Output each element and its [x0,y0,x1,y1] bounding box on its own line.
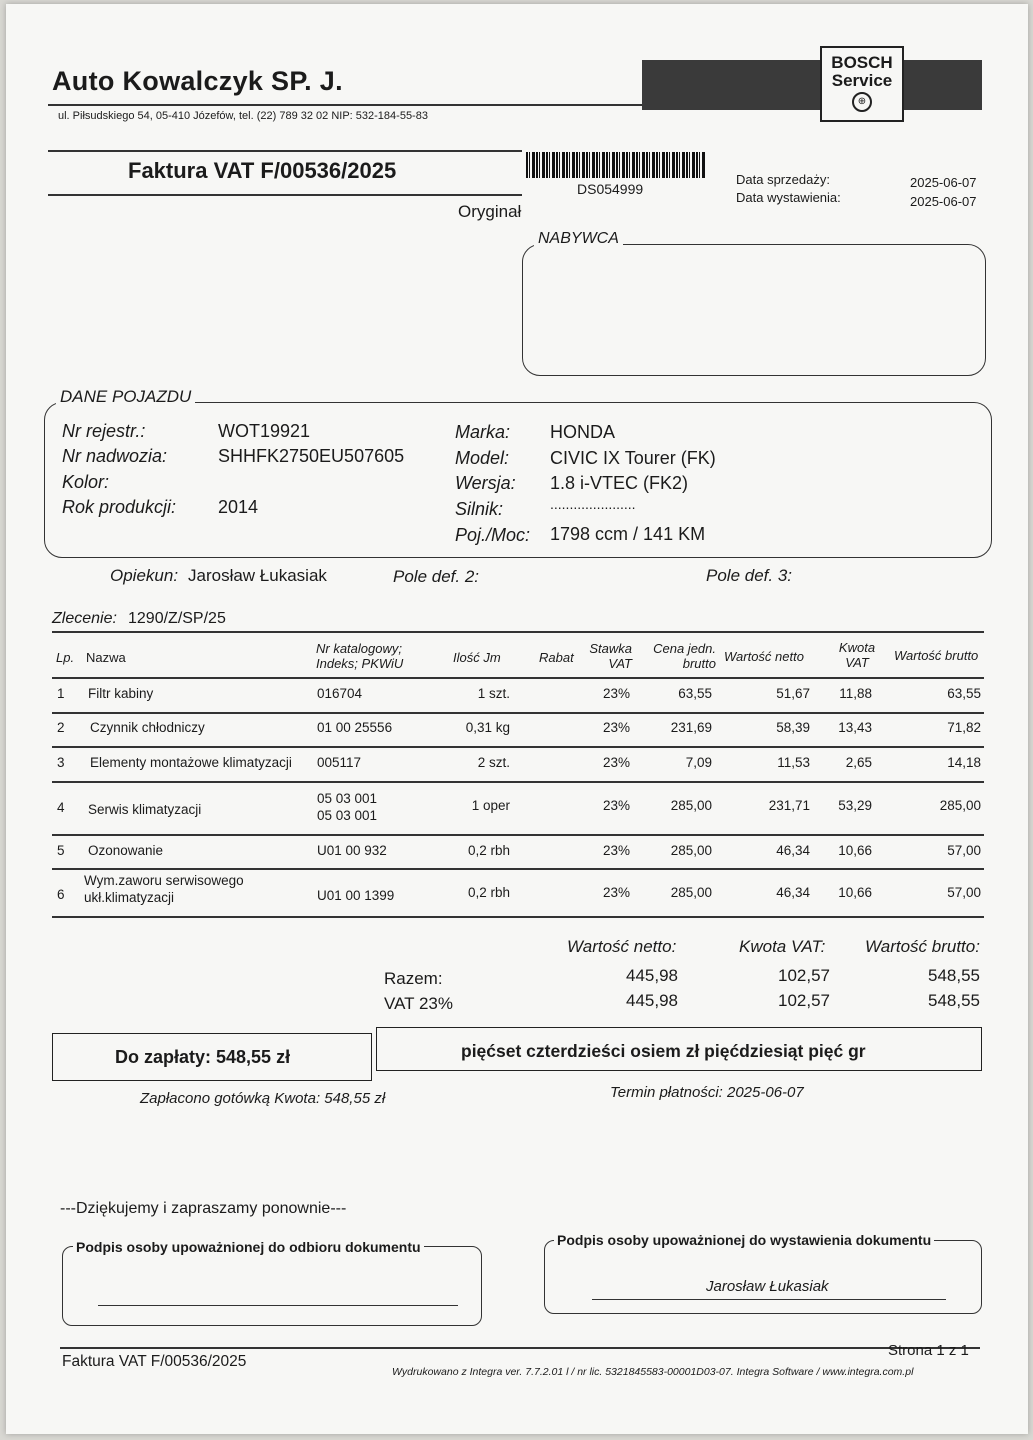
row-qty: 0,2 rbh [467,885,510,900]
row-vat-rate: 23% [602,755,630,770]
vin-label: Nr nadwozia: [62,446,168,466]
order-label: Zlecenie: [52,610,117,627]
vehicle-legend: DANE POJAZDU [56,387,195,407]
footer-doc-number: Faktura VAT F/00536/2025 [62,1353,247,1370]
make-label: Marka: [455,422,511,442]
row-name: Czynnik chłodniczy [90,720,205,735]
year-label: Rok produkcji: [62,497,177,517]
row-qty: 1 szt. [477,686,510,701]
printed-by: Wydrukowano z Integra ver. 7.7.2.01 l / nr lic. 5321845583-00001D03-07. Integra Software / www.integra.com.pl [392,1366,914,1378]
row-catalog: 05 03 001 [317,791,378,806]
row-vat-rate: 23% [602,885,630,900]
make-value: HONDA [550,422,616,442]
row-vat-amount: 10,66 [838,885,872,900]
totals-gross-label: Wartość brutto: [865,937,980,956]
buyer-box [522,244,986,376]
copy-type: Oryginał [458,202,522,221]
row-unit-price: 231,69 [670,720,712,735]
amount-in-words: pięćset czterdzieści osiem zł pięćdziesiąt pięć gr [461,1041,866,1061]
col-rate [584,641,632,671]
payment-due: Termin płatności: 2025-06-07 [610,1084,804,1101]
company-address: ul. Piłsudskiego 54, 05-410 Józefów, tel. (22) 789 32 02 NIP: 532-184-55-83 [58,110,428,122]
col-vat-line1: Kwota [838,640,876,655]
row-net: 11,53 [777,755,810,770]
row-gross: 63,55 [947,686,981,701]
row-divider [52,834,984,836]
year-value: 2014 [218,497,259,517]
row-lp: 2 [57,720,65,735]
sum-vat: 102,57 [778,966,830,985]
row-lp: 6 [57,887,65,902]
row-gross: 285,00 [939,798,981,813]
bosch-banner [642,60,982,110]
issuer-name: Jarosław Łukasiak [706,1278,829,1295]
to-pay-amount: Do zapłaty: 548,55 zł [115,1047,291,1067]
col-qty: Ilość Jm [453,650,501,665]
row-vat-amount: 53,29 [838,798,872,813]
bosch-armature-icon: ⊕ [852,92,872,112]
row-catalog: U01 00 932 [317,843,387,858]
service-text: Service [831,71,893,90]
engine-value: ...................... [550,496,636,512]
model-label: Model: [455,448,510,468]
version-value: 1.8 i-VTEC (FK2) [550,473,689,493]
row-catalog-line2: 05 03 001 [317,808,378,823]
row-unit-price: 285,00 [670,885,712,900]
row-vat-rate: 23% [602,720,630,735]
row-unit-price: 285,00 [670,798,712,813]
amount-in-words-box [376,1027,982,1071]
barcode-icon [526,152,706,178]
col-price-line1: Cena jedn. [653,641,716,656]
thanks-note: ---Dziękujemy i zapraszamy ponownie--- [60,1200,347,1217]
issuer-signature-label: Podpis osoby upoważnionej do wystawienia dokumentu [554,1232,934,1248]
row-vat-rate: 23% [602,843,630,858]
sum-label: Razem: [384,969,443,988]
barcode-number: DS054999 [577,181,644,197]
row-divider [52,916,984,918]
row-vat-amount: 11,88 [839,686,872,701]
row-divider [52,868,984,870]
row-divider [52,746,984,748]
row-catalog: 016704 [317,686,363,701]
keeper-label: Opiekun: [110,566,179,585]
row-vat-rate: 23% [602,686,630,701]
field2-label: Pole def. 2: [393,567,480,586]
model-value: CIVIC IX Tourer (FK) [550,448,716,468]
row-name: Serwis klimatyzacji [88,802,202,817]
receiver-signature-line [98,1305,458,1306]
capacity-label: Poj./Moc: [455,525,531,545]
sum-gross: 548,55 [928,966,980,985]
col-vat-line2: VAT [845,655,869,670]
row-net: 46,34 [776,885,810,900]
row-name: Filtr kabiny [88,686,154,701]
col-net: Wartość netto [724,649,804,664]
row-name: Wym.zaworu serwisowego [84,873,244,888]
reg-label: Nr rejestr.: [62,421,146,441]
vat23-net: 445,98 [626,991,678,1010]
col-vat [834,640,880,670]
row-catalog: 005117 [317,755,362,770]
row-net: 51,67 [776,686,810,701]
title-bottom-line [48,194,522,196]
col-price-line2: brutto [682,656,716,671]
row-qty: 0,2 rbh [467,843,510,858]
row-gross: 14,18 [947,755,981,770]
row-name: Elementy montażowe klimatyzacji [90,755,292,770]
col-catalog-line1: Nr katalogowy; [316,641,402,656]
row-gross: 71,82 [947,720,981,735]
row-lp: 3 [57,755,65,770]
row-qty: 1 oper [471,798,510,813]
field3-label: Pole def. 3: [706,566,793,585]
col-catalog-line2: Indeks; PKWiU [316,656,404,671]
capacity-value: 1798 ccm / 141 KM [550,524,706,544]
col-name: Nazwa [86,650,126,665]
row-gross: 57,00 [947,843,981,858]
row-name: Ozonowanie [88,843,164,858]
row-gross: 57,00 [947,885,981,900]
row-net: 231,71 [768,798,810,813]
row-name-line2: ukł.klimatyzacji [84,890,175,905]
row-unit-price: 7,09 [685,755,712,770]
col-price [646,641,716,671]
vin-value: SHHFK2750EU507605 [218,446,405,466]
row-qty: 2 szt. [477,755,510,770]
row-divider [52,781,984,783]
company-name: Auto Kowalczyk SP. J. [52,66,343,96]
col-catalog [316,641,403,671]
version-label: Wersja: [455,473,516,493]
row-lp: 4 [57,800,65,815]
issue-date: 2025-06-07 [910,194,977,209]
row-net: 46,34 [776,843,810,858]
row-divider [52,712,984,714]
to-pay-box [52,1033,372,1081]
sum-net: 445,98 [626,966,678,985]
col-gross: Wartość brutto [894,648,979,663]
vat23-gross: 548,55 [928,991,980,1010]
vat23-label: VAT 23% [384,994,453,1013]
row-lp: 5 [57,843,65,858]
keeper-value: Jarosław Łukasiak [188,566,327,585]
title-top-line [48,150,522,152]
bosch-text: BOSCH [831,53,893,72]
row-vat-rate: 23% [602,798,630,813]
sale-date: 2025-06-07 [910,175,977,190]
engine-label: Silnik: [455,499,504,519]
footer-line [60,1347,980,1349]
invoice-title: Faktura VAT F/00536/2025 [128,158,397,183]
totals-net-label: Wartość netto: [567,937,677,956]
receiver-signature-label: Podpis osoby upoważnionej do odbioru dokumentu [73,1239,424,1255]
col-rate-line2: VAT [608,656,632,671]
paid-cash: Zapłacono gotówką Kwota: 548,55 zł [140,1090,386,1107]
reg-value: WOT19921 [218,421,311,441]
buyer-legend: NABYWCA [534,230,623,248]
row-vat-amount: 10,66 [838,843,872,858]
row-unit-price: 285,00 [670,843,712,858]
row-catalog: U01 00 1399 [317,888,395,903]
col-rate-line1: Stawka [589,641,632,656]
receiver-signature-box [62,1246,482,1326]
col-discount: Rabat [539,650,574,665]
issue-date-label: Data wystawienia: [736,190,841,205]
color-label: Kolor: [62,472,110,492]
row-catalog: 01 00 25556 [317,720,393,735]
row-vat-amount: 2,65 [845,755,872,770]
row-qty: 0,31 kg [465,720,510,735]
vat23-vat: 102,57 [778,991,830,1010]
issuer-signature-box [544,1240,982,1314]
row-lp: 1 [57,686,65,701]
bosch-logo [820,46,904,122]
totals-vat-label: Kwota VAT: [739,937,826,956]
row-net: 58,39 [776,720,810,735]
issuer-signature-line [592,1299,946,1300]
row-vat-amount: 13,43 [838,720,872,735]
order-value: 1290/Z/SP/25 [128,610,226,627]
col-lp: Lp. [56,650,75,665]
row-unit-price: 63,55 [678,686,712,701]
table-top-line [52,631,984,633]
sale-date-label: Data sprzedaży: [736,172,830,187]
page-number: Strona 1 z 1 [888,1342,969,1359]
header-bottom-line [52,677,984,679]
